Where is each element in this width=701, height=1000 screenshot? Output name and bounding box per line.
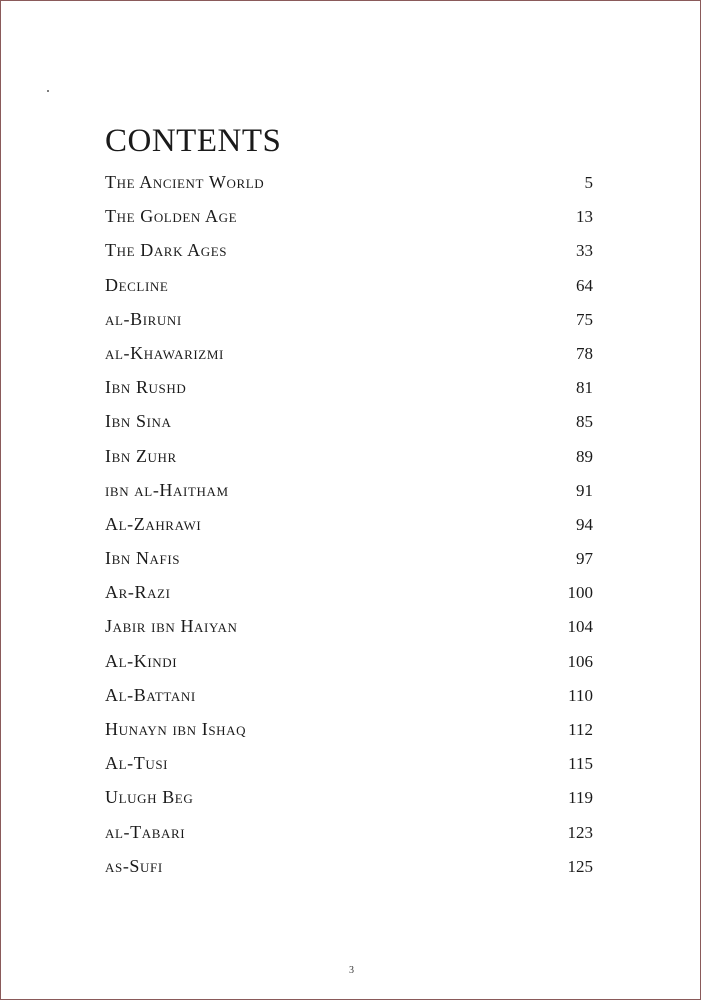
toc-entry-title: Hunayn ibn Ishaq [105,719,247,739]
toc-entry-page-number: 94 [576,514,593,534]
toc-entry [105,749,593,783]
toc-entry-title: as-Sufi [105,855,163,876]
toc-entry-title: al-Tabari [105,821,186,842]
toc-entry [105,407,593,441]
toc-entry [105,852,593,886]
toc-entry [105,612,593,646]
toc-entry-page-number: 64 [576,275,593,295]
toc-entry-title: Ulugh Beg [105,787,194,808]
toc-entry [105,339,593,373]
toc-entry-title: The Golden Age [105,206,238,227]
toc-entry [105,578,593,612]
toc-entry-page-number: 13 [576,207,593,227]
toc-entry [105,202,593,236]
toc-entry-page-number: 125 [567,856,593,876]
toc-entry-page-number: 81 [576,378,593,398]
toc-entry-title: Al-Kindi [105,650,178,671]
toc-entry-page-number: 119 [568,788,593,808]
toc-entry-title: Al-Battani [105,684,196,705]
toc-entry [105,818,593,852]
toc-entry-title: ibn al-Haitham [105,479,229,500]
toc-entry-page-number: 89 [576,446,593,466]
toc-entry-page-number: 78 [576,343,593,363]
toc-entry-page-number: 5 [584,173,593,192]
toc-entry-page-number: 97 [576,549,593,569]
toc-entry-title: al-Khawarizmi [105,342,224,363]
toc-entry [105,373,593,407]
page-number: 3 [349,965,354,976]
toc-entry-page-number: 85 [576,412,593,432]
toc-entry [105,510,593,544]
toc-entry-title: The Ancient World [105,172,265,192]
toc-entry-page-number: 104 [567,617,593,637]
toc-entry-title: Ibn Sina [105,411,172,432]
toc-entry-page-number: 106 [567,651,593,671]
toc-entry-title: Ar-Razi [105,582,171,603]
toc-entry-page-number: 33 [576,241,593,261]
toc-entry [105,442,593,476]
toc-entry-page-number: 100 [567,583,593,603]
toc-entry [105,647,593,681]
toc-entry-page-number: 75 [576,309,593,329]
toc-entry-page-number: 112 [568,720,593,739]
table-of-contents [105,168,593,886]
toc-entry-page-number: 91 [576,480,593,500]
toc-entry [105,681,593,715]
toc-entry [105,271,593,305]
toc-entry-title: Ibn Zuhr [105,445,177,466]
toc-entry-title: Jabir ibn Haiyan [105,616,238,637]
toc-entry-title: Al-Tusi [105,753,169,774]
toc-entry [105,783,593,817]
toc-entry [105,305,593,339]
toc-entry-page-number: 115 [568,754,593,774]
page-title: CONTENTS [105,123,282,159]
toc-entry [105,715,593,749]
toc-entry-title: al-Biruni [105,308,182,329]
scan-speck [47,90,49,92]
toc-entry-page-number: 123 [567,822,593,842]
toc-entry [105,236,593,270]
toc-entry [105,168,593,202]
toc-entry-page-number: 110 [568,685,593,705]
toc-entry-title: Decline [105,274,169,295]
toc-entry [105,544,593,578]
toc-entry-title: Al-Zahrawi [105,513,202,534]
toc-entry-title: The Dark Ages [105,240,228,261]
toc-entry-title: Ibn Rushd [105,377,187,398]
toc-entry [105,476,593,510]
toc-entry-title: Ibn Nafis [105,548,181,569]
